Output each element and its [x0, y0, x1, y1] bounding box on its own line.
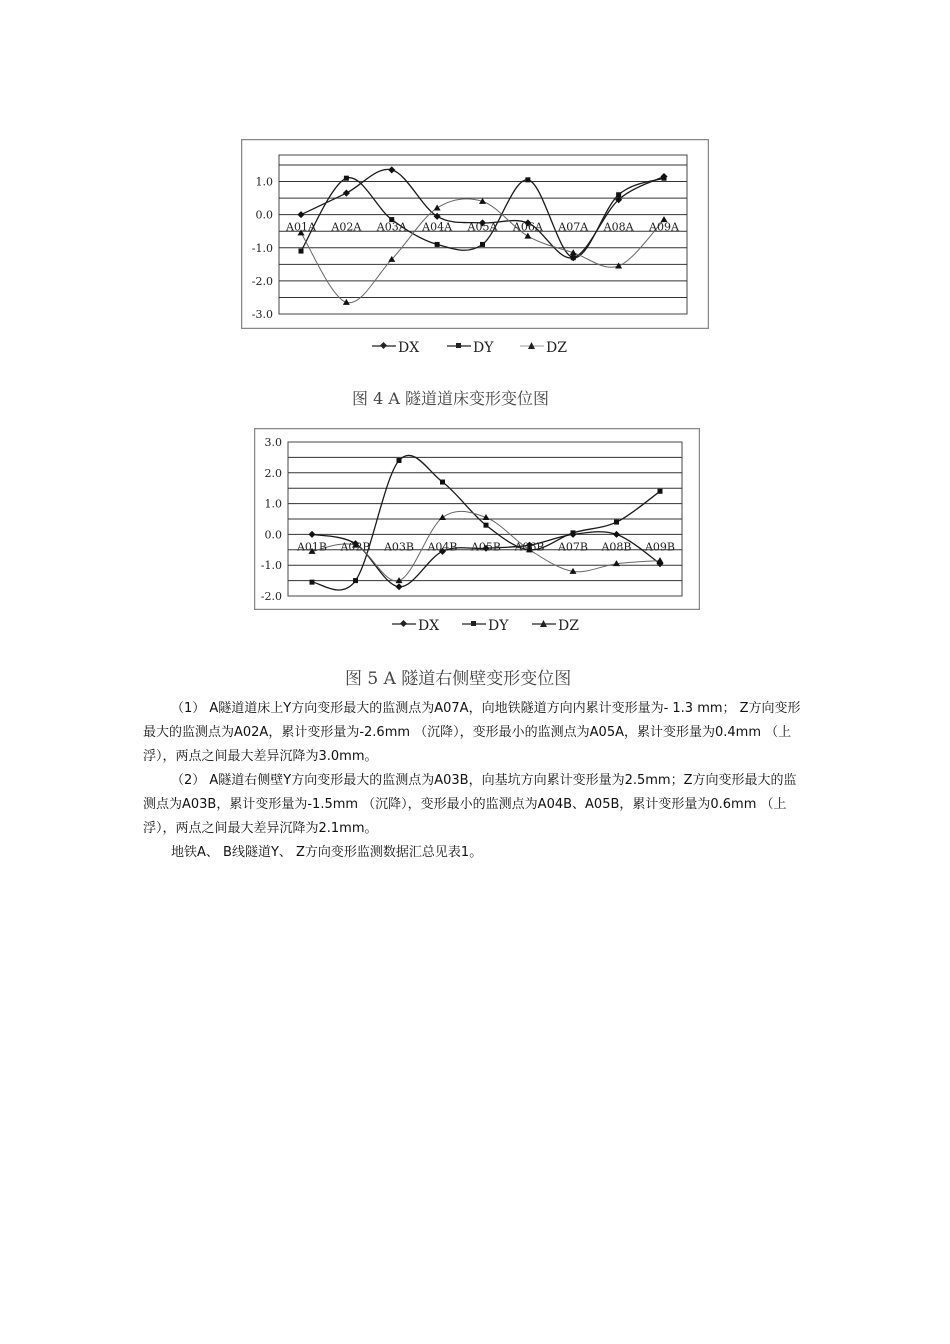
data-point-dy: [397, 458, 402, 463]
x-tick-label: A09B: [644, 540, 676, 554]
data-point-dy: [616, 192, 621, 197]
data-point-dy: [484, 523, 489, 528]
y-tick-label: 3.0: [264, 436, 282, 449]
y-tick-label: 0.0: [264, 528, 282, 542]
data-point-dy: [614, 520, 619, 525]
x-tick-label: A01A: [286, 220, 316, 234]
legend-dz-label: DZ: [546, 340, 567, 356]
dz-legend-marker: [520, 340, 544, 352]
data-point-dy: [299, 249, 304, 254]
x-tick-label: A05B: [470, 540, 502, 554]
x-tick-label: A02A: [331, 220, 362, 234]
legend-dy-label: DY: [488, 618, 509, 634]
x-tick-label: A07A: [558, 220, 589, 234]
data-point-dy: [662, 176, 667, 181]
dx-legend-marker: [392, 618, 416, 630]
data-point-dy: [658, 489, 663, 494]
legend-dy-label: DY: [473, 340, 494, 356]
x-tick-label: A06B: [514, 540, 545, 554]
y-tick-label: 1.0: [255, 175, 273, 189]
figure-4-plot: [241, 139, 709, 329]
figure-4-caption: 图 4 A 隧道道床变形变位图: [352, 389, 549, 408]
data-point-dy: [480, 242, 485, 247]
y-tick-label: -3.0: [251, 308, 273, 321]
y-tick-label: -2.0: [260, 590, 282, 603]
legend-dz-label: DZ: [558, 618, 579, 634]
figure-5-chart: [254, 428, 700, 610]
y-tick-label: 0.0: [255, 208, 273, 222]
x-tick-label: A09A: [649, 220, 679, 234]
figure-4-chart: [241, 139, 709, 329]
figure-4-legend: [372, 340, 602, 360]
legend-dx-label: DX: [418, 618, 440, 634]
paragraph-2: （2） A隧道右侧壁Y方向变形最大的监测点为A03B，向基坑方向累计变形量为2.5mm；Z方向变形最大的监测点为A03B，累计变形量为-1.5mm （沉降），变形最小的监测点为A04B、A05B，累计变形量为0.6mm （上浮），两点之间最大差异沉降为2.1mm。: [143, 773, 797, 836]
data-point-dy: [571, 255, 576, 260]
x-tick-label: A06A: [512, 220, 543, 234]
y-tick-label: -1.0: [251, 241, 273, 255]
y-tick-label: 2.0: [264, 466, 282, 480]
x-tick-label: A08A: [603, 220, 634, 234]
paragraph-3: 地铁A、 B线隧道Y、 Z方向变形监测数据汇总见表1。: [171, 845, 483, 860]
x-tick-label: A03B: [383, 540, 415, 554]
figure-5-plot: [254, 428, 700, 610]
paragraph-1: （1） A隧道道床上Y方向变形最大的监测点为A07A，向地铁隧道方向内累计变形量为- 1.3 mm； Z方向变形最大的监测点为A02A，累计变形量为-2.6mm （沉降），变形最小的监测点为A05A，累计变形量为0.4mm （上浮），两点之间最大差异沉降为3.0mm。: [143, 701, 801, 764]
x-tick-label: A08B: [601, 540, 632, 554]
data-point-dy: [435, 242, 440, 247]
dx-legend-marker: [372, 340, 396, 352]
x-tick-label: A05A: [467, 220, 498, 234]
data-point-dy: [310, 580, 315, 585]
figure-5-caption: 图 5 A 隧道右侧壁变形变位图: [345, 669, 572, 689]
chart-frame: [242, 140, 709, 329]
x-tick-label: A07B: [557, 540, 589, 554]
x-tick-label: A01B: [296, 540, 328, 554]
dy-legend-marker: [447, 340, 471, 352]
legend-dx-label: DX: [398, 340, 420, 356]
data-point-dy: [525, 177, 530, 182]
data-point-dy: [353, 578, 358, 583]
data-point-dy: [571, 530, 576, 535]
dy-legend-marker: [462, 618, 486, 630]
y-tick-label: -2.0: [251, 274, 273, 288]
body-text: [143, 697, 803, 865]
x-tick-label: A03A: [376, 220, 407, 234]
y-tick-label: -1.0: [260, 559, 282, 573]
data-point-dy: [344, 176, 349, 181]
data-point-dy: [440, 480, 445, 485]
x-tick-label: A02B: [340, 540, 371, 554]
dz-legend-marker: [532, 618, 556, 630]
y-tick-label: 1.0: [264, 497, 282, 511]
x-tick-label: A04B: [427, 540, 458, 554]
figure-5-legend: [392, 618, 622, 638]
x-tick-label: A04A: [422, 220, 453, 234]
